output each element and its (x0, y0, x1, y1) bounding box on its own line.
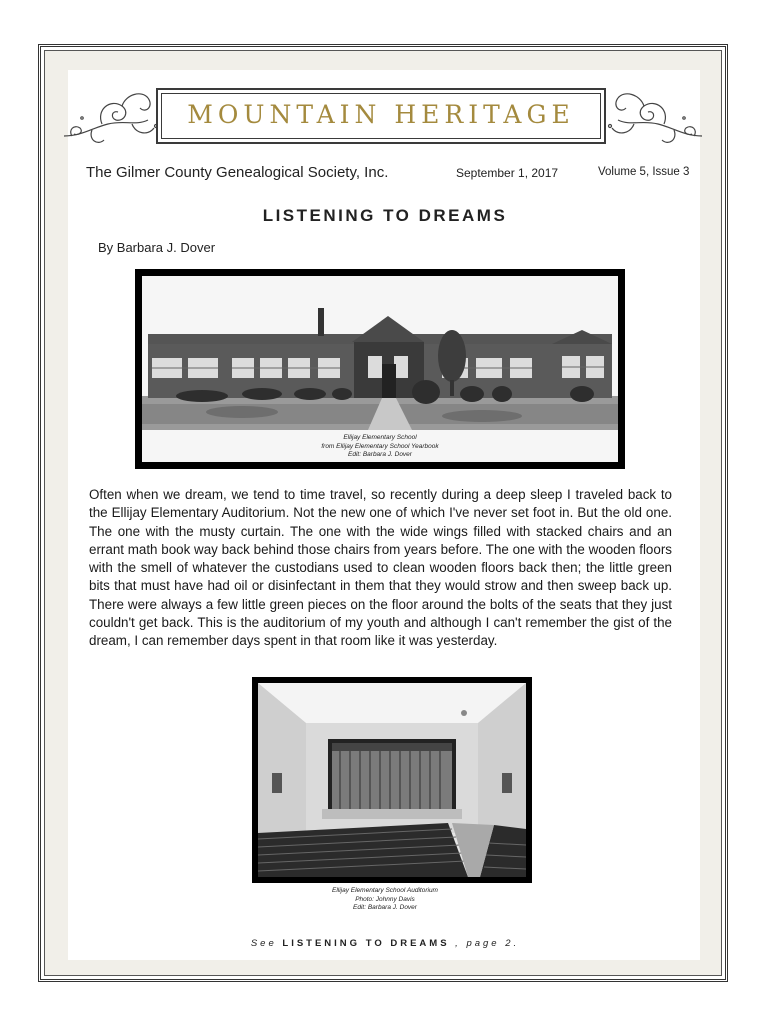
right-flourish-ornament (604, 80, 704, 150)
article-body: Often when we dream, we tend to time travel, so recently during a deep sleep I traveled back to the Ellijay Elementary Auditorium. Not the new one of which I've never set foot in. But the old one. The one with the musty curtain. The one with the wide wings filled with stacked chairs and an errant math book way back behind those chairs from years before. The one with the wooden floors with the smell of whatever the custodians used to clean wooden floors back then; the little green bits that must have had oil or disinfectant in them that they would strow and then sweep back up. There were always a few little green pieces on the floor around the bolts of the seats that they just couldn't get back. This is the auditorium of my youth and although I can't remember the gist of the dream, I can remember days spent in that room like it was yesterday. (89, 487, 672, 649)
article-byline: By Barbara J. Dover (98, 240, 216, 255)
left-flourish-ornament (62, 80, 162, 150)
photo2-caption-line: Ellijay Elementary School Auditorium (332, 887, 438, 894)
school-building-photo (135, 269, 625, 469)
photo1-caption-line: Edit: Barbara J. Dover (348, 451, 412, 458)
continuation-suffix: , page 2. (455, 938, 520, 949)
photo2-caption-line: Photo: Johnny Davis (355, 895, 415, 903)
photo1-caption-line: from Ellijay Elementary School Yearbook (321, 442, 439, 450)
continuation-title: LISTENING TO DREAMS (282, 938, 450, 949)
continuation-prefix: See (250, 938, 277, 949)
continuation-note (0, 938, 770, 949)
masthead-title: MOUNTAIN HERITAGE (187, 100, 575, 129)
article-title: LISTENING TO DREAMS (262, 206, 508, 225)
auditorium-illustration (258, 683, 526, 877)
auditorium-photo (252, 677, 532, 883)
masthead-banner (156, 88, 606, 144)
society-name: The Gilmer County Genealogical Society, Inc. (86, 164, 389, 181)
photo1-caption-line: Ellijay Elementary School (343, 434, 417, 441)
issue-date: September 1, 2017 (456, 166, 559, 180)
volume-issue: Volume 5, Issue 3 (598, 166, 690, 178)
photo2-caption-line: Edit: Barbara J. Dover (353, 904, 417, 911)
photo2-caption (0, 887, 770, 913)
photo1-caption (142, 434, 618, 460)
